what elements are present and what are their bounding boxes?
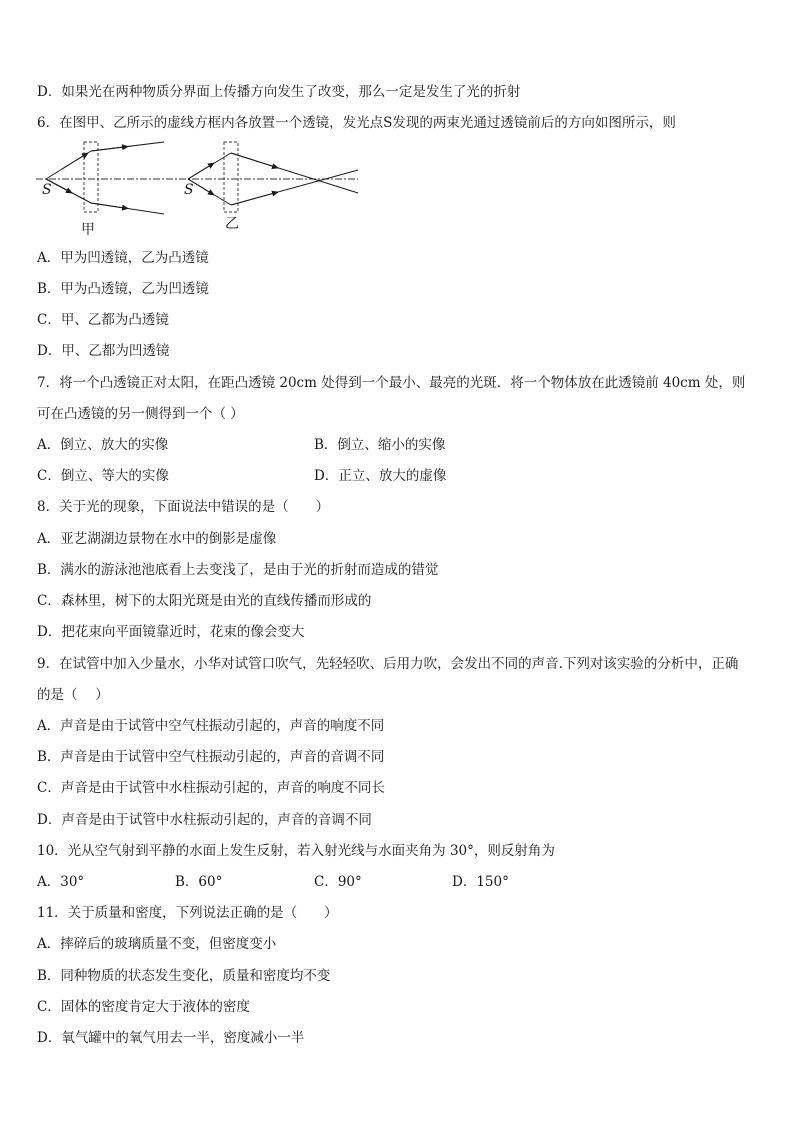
q7-option-c: C．倒立、等大的实像	[37, 468, 169, 484]
q7-option-d: D．正立、放大的虚像	[314, 468, 447, 484]
source-label-yi: S	[184, 182, 194, 198]
q10-stem: 10．光从空气射到平静的水面上发生反射，若入射光线与水面夹角为 30°，则反射角为	[37, 843, 555, 859]
q10-option-c: C．90°	[314, 874, 362, 890]
q9-option-d: D．声音是由于试管中水柱振动引起的，声音的音调不同	[37, 812, 372, 828]
q8-stem: 8．关于光的现象，下面说法中错误的是（ ）	[37, 499, 330, 515]
ray-jia-lower-arrow	[91, 203, 128, 209]
q7-option-a: A．倒立、放大的实像	[37, 437, 169, 453]
q11-option-c: C．固体的密度肯定大于液体的密度	[37, 999, 250, 1015]
lens-box-jia	[84, 142, 98, 212]
q8-option-c: C．森林里，树下的太阳光斑是由光的直线传播而形成的	[37, 593, 372, 609]
q9-stem-1: 9．在试管中加入少量水，小华对试管口吹气，先轻轻吹、后用力吹，会发出不同的声音.下列对该实验的分析中，正确	[37, 656, 739, 672]
q6-option-b: B．甲为凸透镜，乙为凹透镜	[37, 281, 209, 297]
q8-option-d: D．把花束向平面镜靠近时，花束的像会变大	[37, 624, 305, 640]
q5-option-d: D．如果光在两种物质分界面上传播方向发生了改变，那么一定是发生了光的折射	[37, 84, 521, 100]
caption-jia: 甲	[81, 222, 95, 238]
q6-option-c: C．甲、乙都为凸透镜	[37, 312, 169, 328]
lens-figure	[36, 136, 366, 240]
ray-jia-upper-in-2	[62, 151, 91, 169]
q11-option-a: A．摔碎后的玻璃质量不变，但密度变小	[37, 936, 277, 952]
q8-option-a: A．亚艺湖湖边景物在水中的倒影是虚像	[37, 531, 277, 547]
ray-jia-upper-arrow	[91, 147, 128, 152]
q7-stem-2: 可在凸透镜的另一侧得到一个（ ）	[37, 406, 244, 422]
q9-option-b: B．声音是由于试管中空气柱振动引起的，声音的音调不同	[37, 749, 385, 765]
q10-option-a: A．30°	[37, 874, 85, 890]
q7-option-b: B．倒立、缩小的实像	[314, 437, 446, 453]
q11-stem: 11．关于质量和密度，下列说法正确的是（ ）	[37, 905, 338, 921]
ray-yi-upper-in-arrow	[188, 163, 214, 179]
q10-option-d: D．150°	[452, 874, 509, 890]
q6-option-a: A．甲为凹透镜，乙为凸透镜	[37, 250, 209, 266]
caption-yi: 乙	[225, 216, 239, 232]
q9-stem-2: 的是（ ）	[37, 687, 109, 703]
q11-option-b: B．同种物质的状态发生变化，质量和密度均不变	[37, 968, 331, 984]
q6-stem: 6．在图甲、乙所示的虚线方框内各放置一个透镜，发光点S发现的两束光通过透镜前后的方向如图所示，则	[37, 115, 676, 131]
q10-option-b: B．60°	[175, 874, 223, 890]
source-label-jia: S	[42, 182, 52, 198]
q6-option-d: D．甲、乙都为凹透镜	[37, 343, 170, 359]
q11-option-d: D．氧气罐中的氧气用去一半，密度减小一半	[37, 1030, 305, 1046]
q9-option-a: A．声音是由于试管中空气柱振动引起的，声音的响度不同	[37, 718, 385, 734]
q9-option-c: C．声音是由于试管中水柱振动引起的，声音的响度不同长	[37, 780, 385, 796]
q7-stem-1: 7．将一个凸透镜正对太阳，在距凸透镜 20cm 处得到一个最小、最亮的光斑．将一个物体放在此透镜前 40cm 处，则	[37, 375, 746, 391]
q8-option-b: B．满水的游泳池池底看上去变浅了，是由于光的折射而造成的错觉	[37, 562, 439, 578]
